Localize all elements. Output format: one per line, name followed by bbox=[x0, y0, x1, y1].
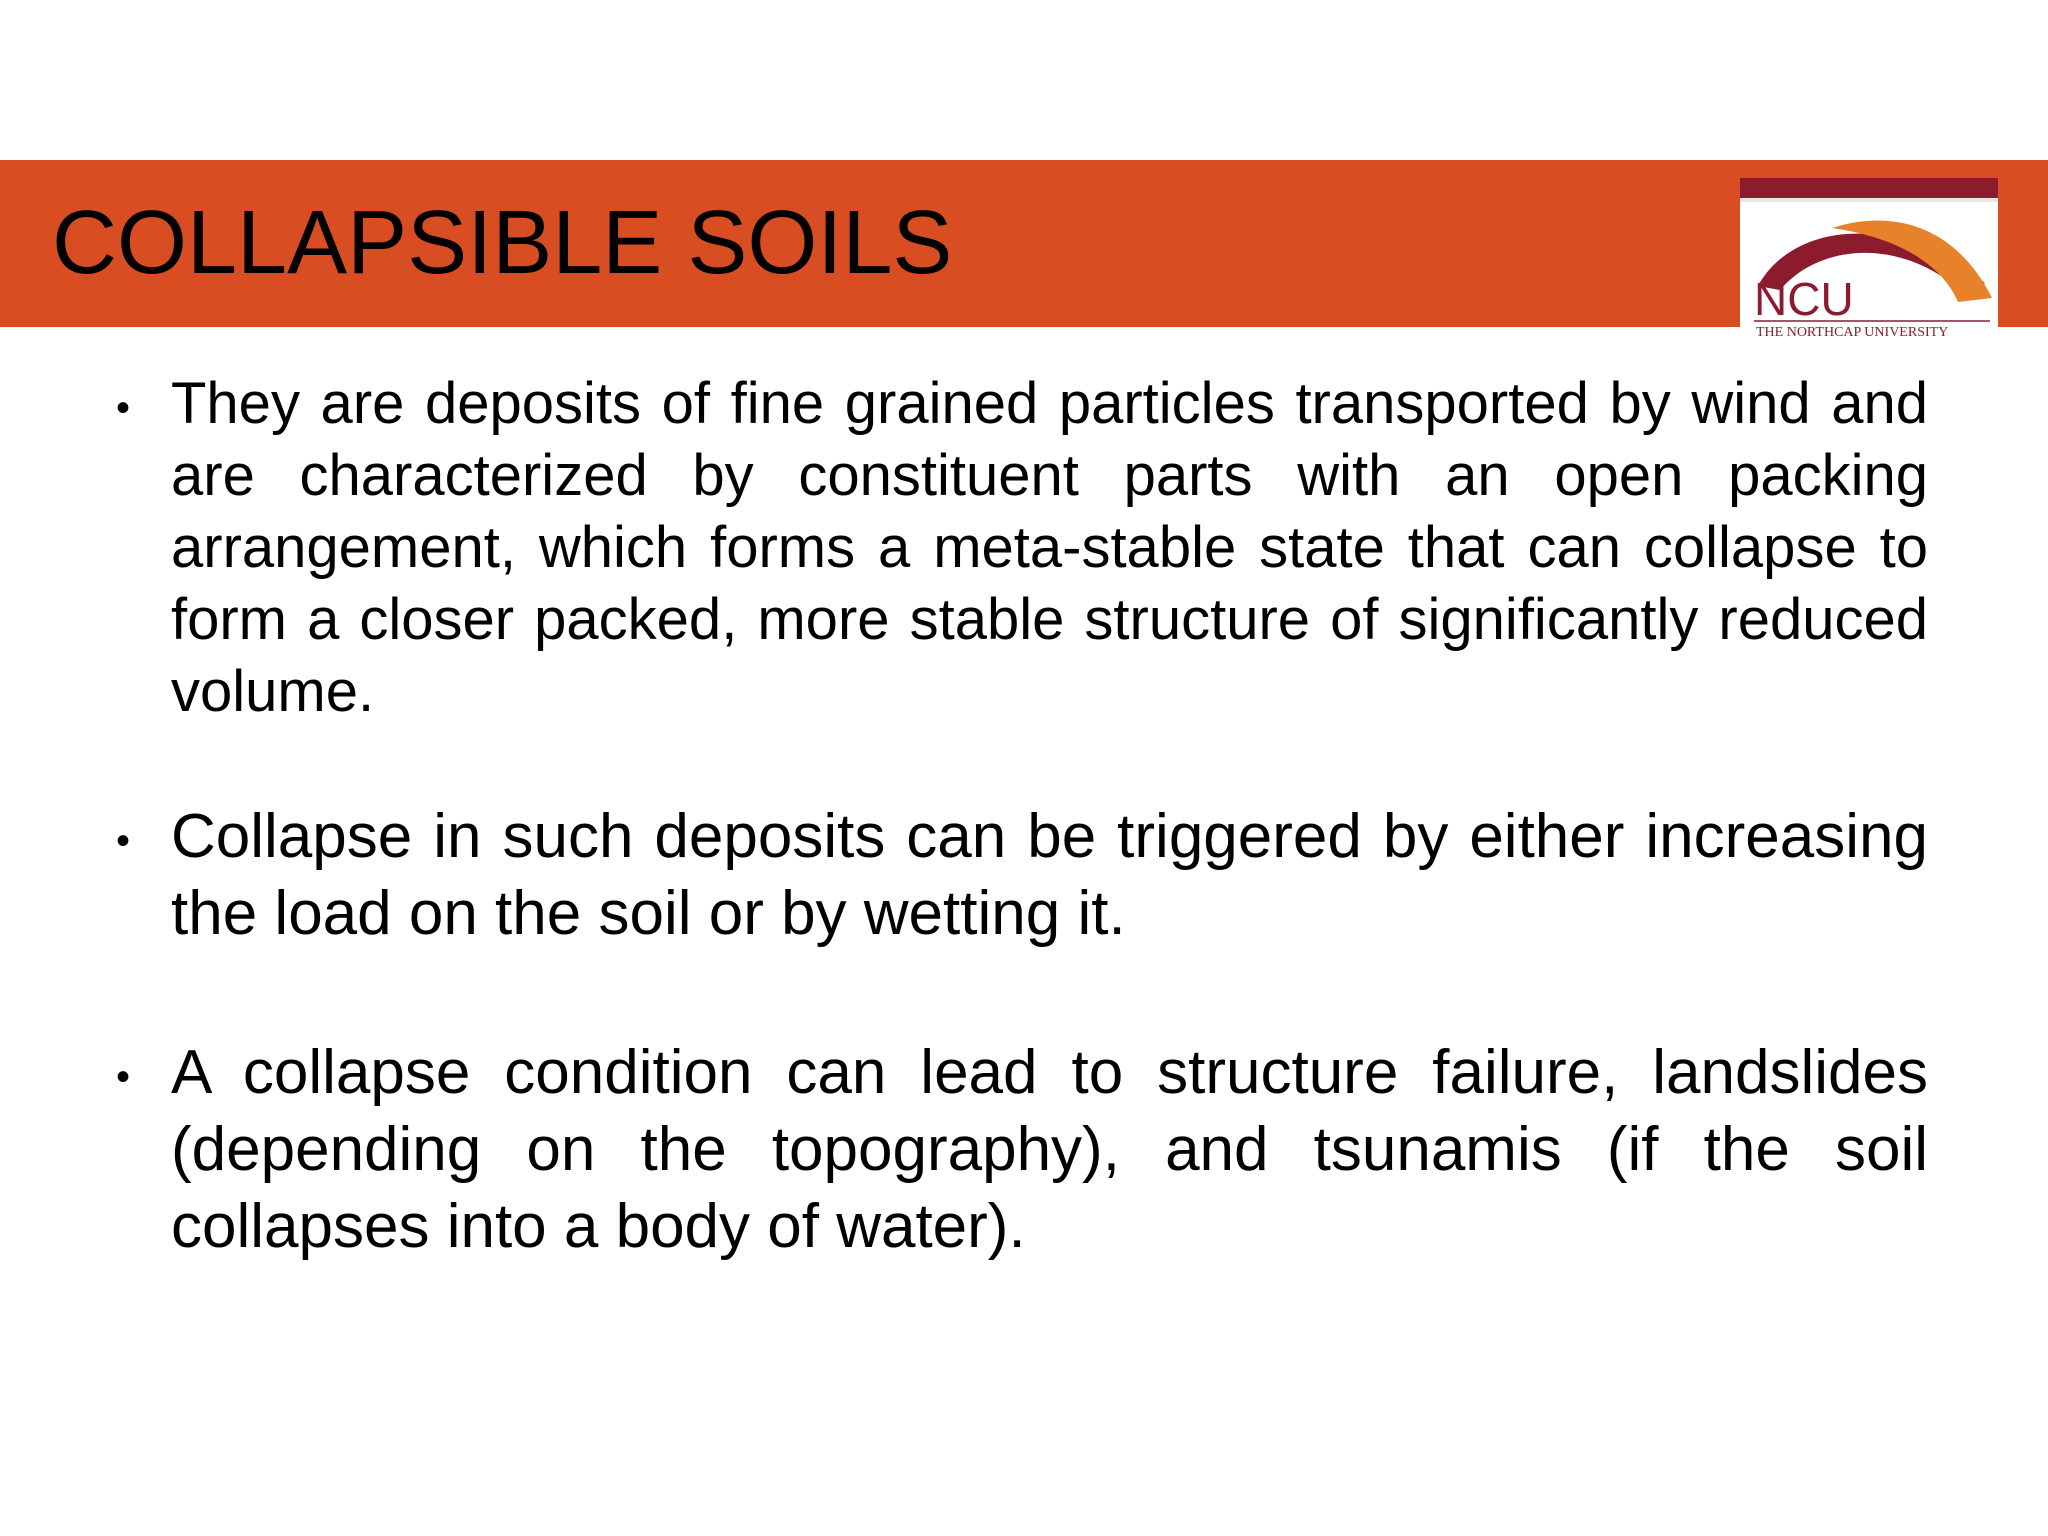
bullet-dot: • bbox=[116, 819, 131, 863]
bullet-dot: • bbox=[116, 386, 131, 430]
bullet-text: A collapse condition can lead to structure failure, landslides (depending on the topography), and tsunamis (if the soil collapses into a body of water). bbox=[171, 1038, 1928, 1261]
bullet-dot: • bbox=[116, 1055, 131, 1099]
ncu-logo bbox=[1740, 178, 1998, 344]
bullet-item bbox=[110, 798, 1928, 952]
bullet-item bbox=[110, 1034, 1928, 1265]
bullet-text: They are deposits of fine grained particles transported by wind and are characterized by constituent parts with an open packing arrangement, which forms a meta-stable state that can collapse to form a closer packed, more stable structure of significantly reduced volume. bbox=[171, 371, 1928, 724]
bullet-text: Collapse in such deposits can be triggered by either increasing the load on the soil or by wetting it. bbox=[171, 802, 1928, 948]
bullet-item bbox=[110, 368, 1928, 728]
slide-title: COLLAPSIBLE SOILS bbox=[52, 193, 953, 293]
logo-full-name: THE NORTHCAP UNIVERSITY bbox=[1756, 325, 1949, 340]
logo-abbreviation: NCU bbox=[1754, 273, 1854, 325]
bullet-list bbox=[110, 368, 1928, 1265]
